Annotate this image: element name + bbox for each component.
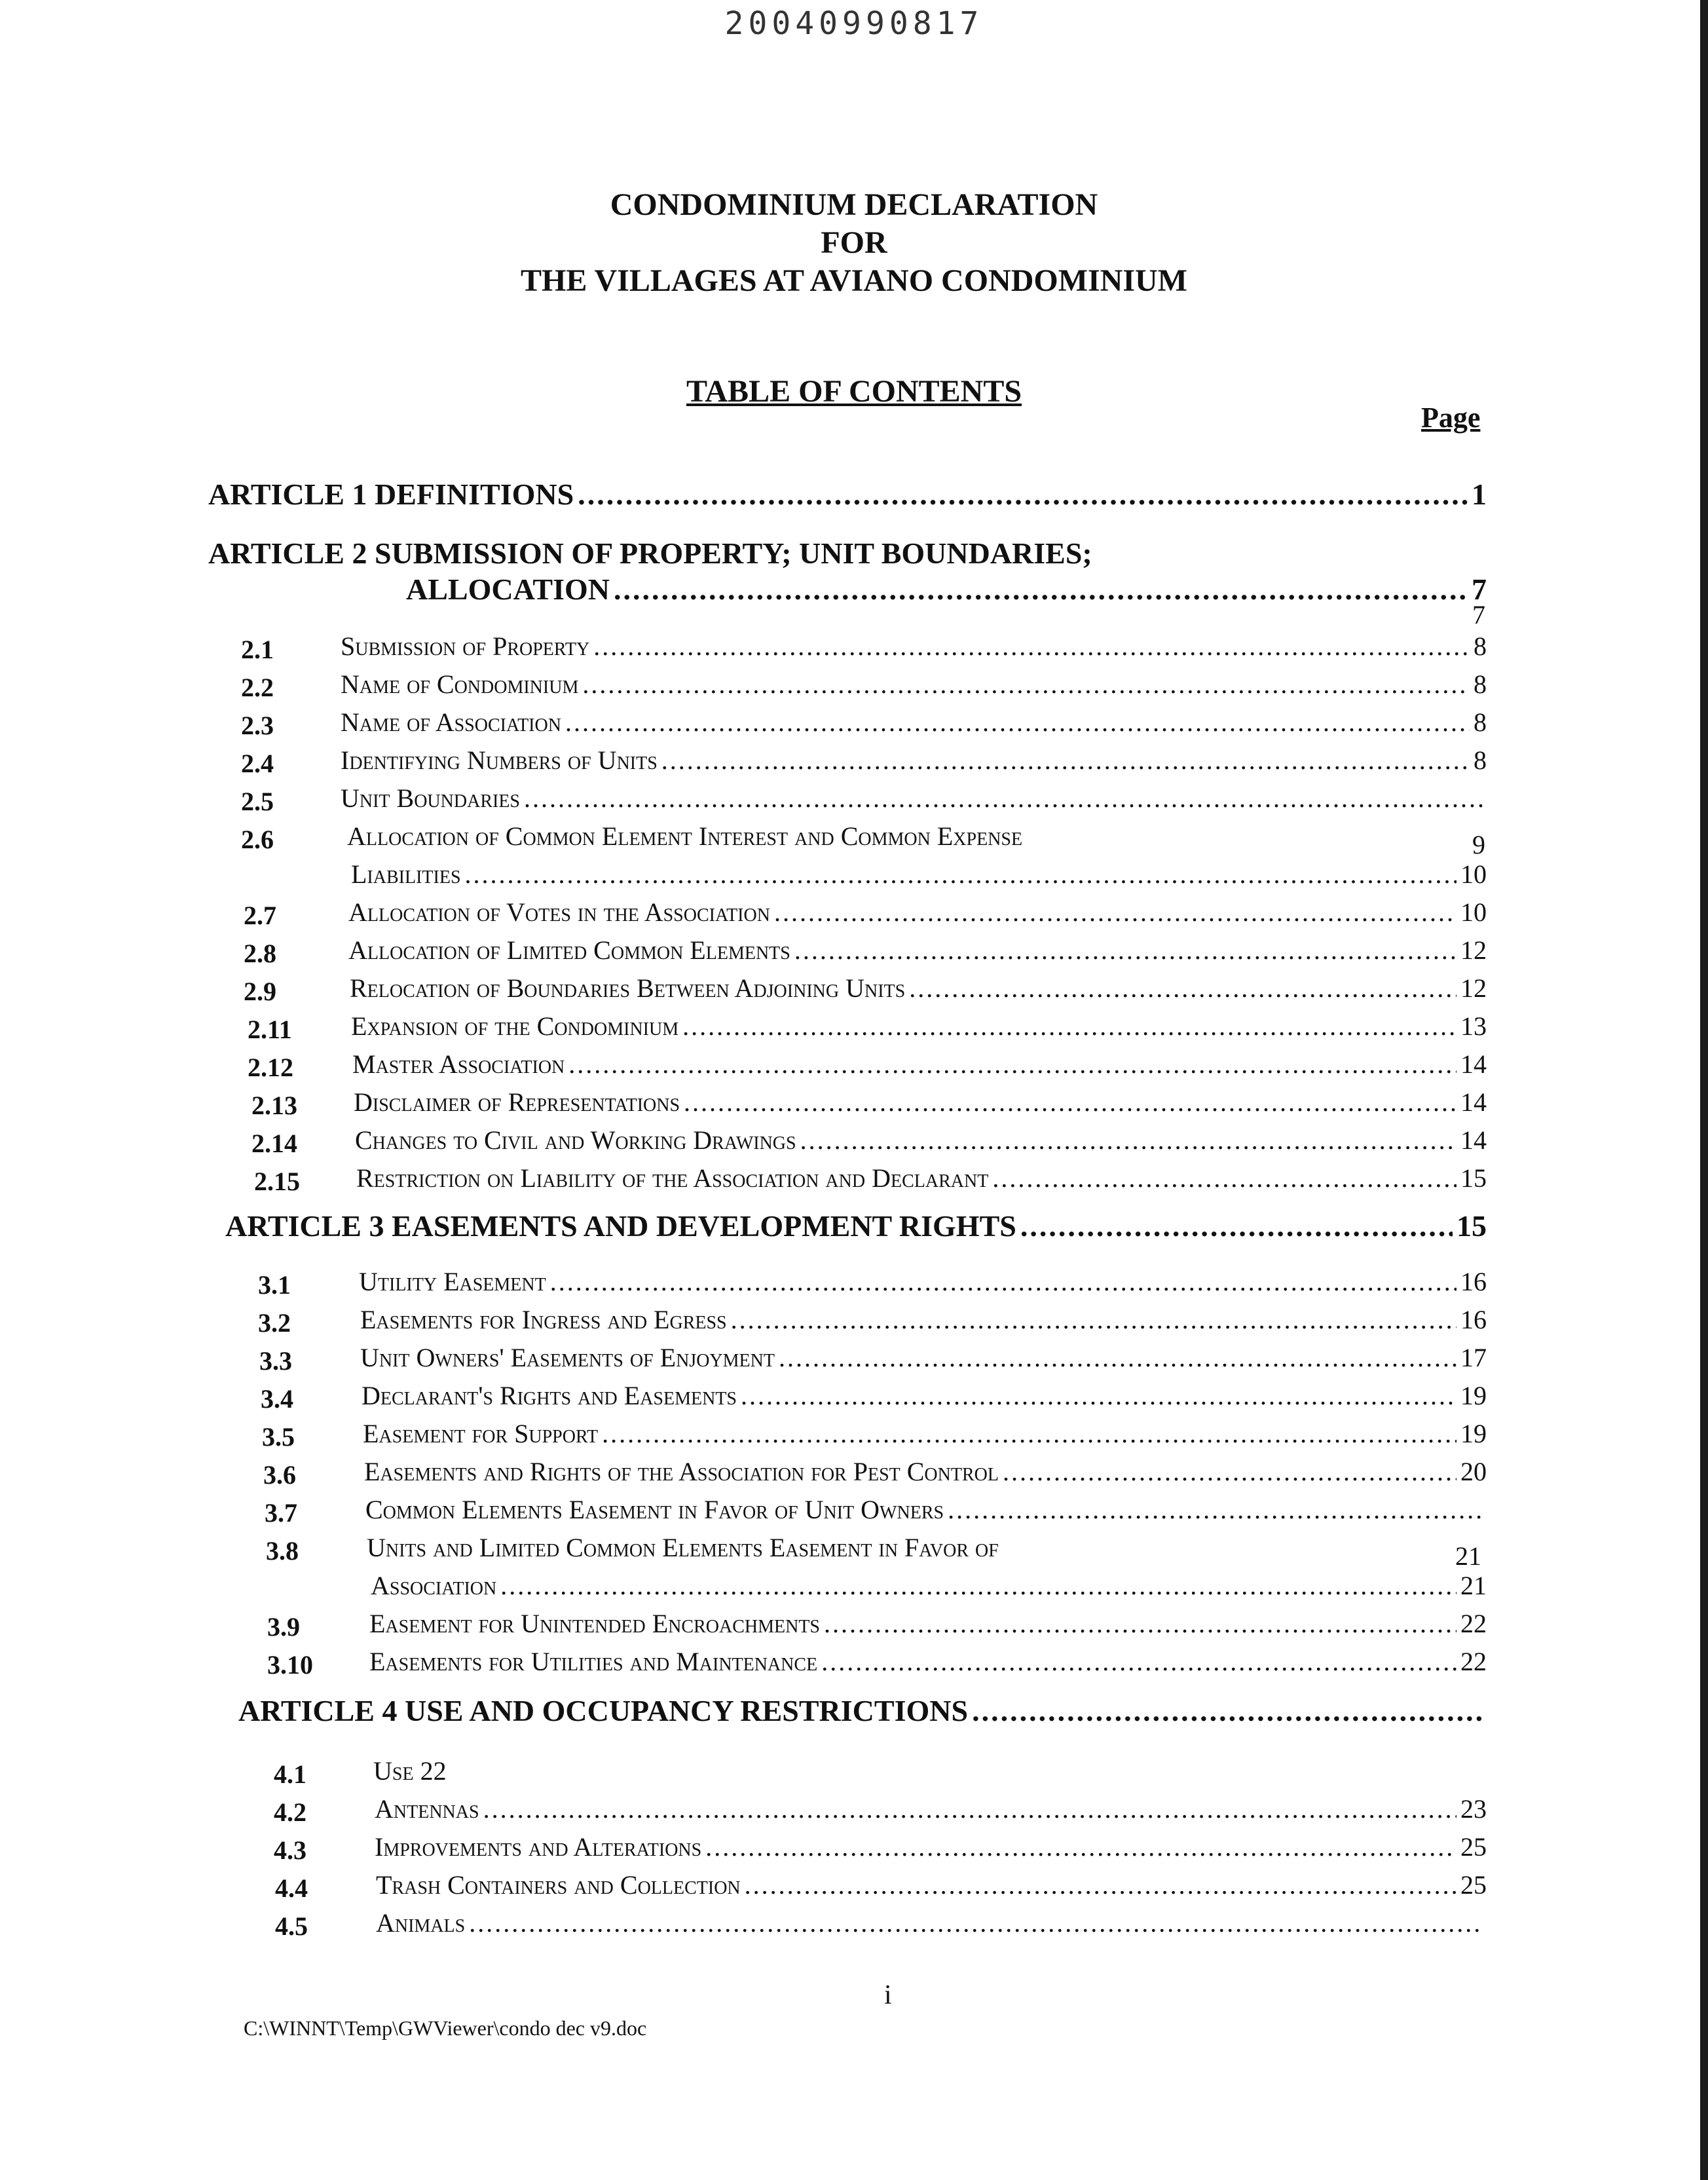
dot-leader: [578, 477, 1468, 512]
article-label: ALLOCATION: [406, 573, 610, 606]
section-title: Name of Association: [341, 707, 561, 737]
page-number: 7: [1472, 600, 1485, 630]
toc-section-2-5[interactable]: [341, 783, 1487, 818]
section-number: 2.8: [244, 939, 276, 968]
dot-leader: [821, 1646, 1457, 1677]
section-title: Easements and Rights of the Association for Pest Control: [364, 1457, 999, 1486]
section-title: Changes to Civil and Working Drawings: [355, 1125, 796, 1155]
section-number: 2.3: [241, 711, 274, 740]
toc-article-2-line1[interactable]: ARTICLE 2 SUBMISSION OF PROPERTY; UNIT BOUNDARIES;: [208, 536, 1092, 570]
section-number: 3.9: [267, 1612, 300, 1642]
page-number: 14: [1460, 1049, 1487, 1079]
section-number: 2.7: [244, 901, 276, 930]
page-number: 8: [1474, 631, 1487, 661]
dot-leader: [682, 1011, 1457, 1042]
toc-section-4-1[interactable]: Use 22: [373, 1756, 447, 1786]
page-number: 23: [1460, 1794, 1487, 1824]
toc-section-3-1[interactable]: [359, 1266, 1487, 1302]
toc-section-2-12[interactable]: [352, 1049, 1487, 1084]
section-number: 4.1: [274, 1759, 306, 1789]
section-number: 3.7: [265, 1498, 297, 1528]
toc-section-3-5[interactable]: [363, 1418, 1487, 1454]
document-number: 20040990817: [724, 5, 984, 42]
dot-leader: [565, 707, 1470, 738]
page-number: 22: [1460, 1647, 1487, 1676]
page-number: 16: [1460, 1305, 1487, 1334]
page-number: 8: [1474, 745, 1487, 775]
toc-section-2-6[interactable]: [351, 859, 1487, 894]
page-number: 7: [1472, 573, 1487, 606]
dot-leader: [992, 1163, 1457, 1193]
toc-section-2-14[interactable]: [355, 1125, 1487, 1160]
toc-article-1[interactable]: [208, 477, 1487, 516]
footer-file-path: C:\WINNT\Temp\GWViewer\condo dec v9.doc: [244, 2016, 647, 2040]
section-title: Easement for Unintended Encroachments: [369, 1609, 820, 1638]
scan-edge: [1700, 0, 1708, 2180]
section-title: Easement for Support: [363, 1419, 599, 1448]
toc-section-2-2[interactable]: [341, 669, 1487, 704]
dot-leader: [465, 859, 1457, 890]
dot-leader: [794, 935, 1457, 966]
section-title: Association: [371, 1571, 497, 1600]
page-number: 10: [1460, 859, 1487, 889]
section-title: Identifying Numbers of Units: [341, 745, 658, 775]
dot-leader: [684, 1087, 1457, 1118]
toc-article-3[interactable]: [225, 1209, 1487, 1248]
page-number: 25: [1460, 1870, 1487, 1900]
dot-leader: [602, 1418, 1457, 1449]
section-number: 3.3: [259, 1346, 292, 1376]
section-title: Allocation of Limited Common Elements: [348, 935, 790, 965]
toc-section-2-13[interactable]: [354, 1087, 1487, 1122]
toc-section-3-8-line1[interactable]: Units and Limited Common Elements Easement in Favor of: [367, 1533, 999, 1562]
dot-leader: [1003, 1456, 1457, 1487]
dot-leader: [593, 631, 1470, 662]
page-number: 21: [1455, 1541, 1481, 1571]
toc-section-3-3[interactable]: [360, 1342, 1487, 1378]
section-number: 2.4: [241, 749, 274, 778]
article-label: ARTICLE 4 USE AND OCCUPANCY RESTRICTIONS: [238, 1694, 969, 1727]
dot-leader: [483, 1794, 1457, 1824]
dot-leader: [741, 1380, 1457, 1411]
dot-leader: [661, 745, 1470, 776]
toc-section-4-4[interactable]: [376, 1870, 1487, 1905]
page-number: 8: [1474, 669, 1487, 699]
section-number: 4.3: [274, 1835, 306, 1865]
section-number: 2.13: [251, 1091, 297, 1120]
section-number: 3.4: [261, 1384, 293, 1414]
dot-leader: [469, 1907, 1483, 1938]
section-title: Declarant's Rights and Easements: [362, 1381, 737, 1410]
section-title: Improvements and Alterations: [375, 1832, 702, 1862]
page-number: 10: [1460, 897, 1487, 927]
section-title: Master Association: [352, 1049, 565, 1079]
dot-leader: [550, 1266, 1457, 1297]
toc-article-4[interactable]: [238, 1693, 1487, 1733]
article-label: ARTICLE 1 DEFINITIONS: [208, 478, 574, 511]
toc-section-2-15[interactable]: [356, 1163, 1487, 1198]
section-number: 3.8: [266, 1536, 299, 1566]
section-title: Common Elements Easement in Favor of Unit Owners: [365, 1495, 944, 1524]
toc-section-3-4[interactable]: [362, 1380, 1487, 1416]
toc-section-2-6-line1[interactable]: Allocation of Common Element Interest and Common Expense: [347, 821, 1023, 851]
page-number: 15: [1460, 1163, 1487, 1193]
page-number: 8: [1474, 707, 1487, 737]
toc-section-3-9[interactable]: [369, 1608, 1487, 1644]
section-title: Name of Condominium: [341, 669, 579, 699]
page-number: 19: [1460, 1381, 1487, 1410]
page-number: 1: [1472, 478, 1487, 511]
toc-section-4-2[interactable]: [375, 1794, 1487, 1829]
toc-section-2-8[interactable]: [348, 935, 1487, 970]
toc-section-3-10[interactable]: [369, 1646, 1487, 1682]
page-number: 17: [1460, 1343, 1487, 1372]
dot-leader: [909, 973, 1457, 1004]
section-number: 3.2: [258, 1308, 291, 1338]
section-number: 4.2: [274, 1797, 306, 1827]
section-title: Unit Boundaries: [341, 783, 520, 813]
dot-leader: [948, 1494, 1483, 1525]
section-title: Utility Easement: [359, 1267, 546, 1296]
section-title: Relocation of Boundaries Between Adjoining Units: [350, 973, 906, 1003]
section-number: 2.11: [248, 1015, 292, 1044]
page-number: 16: [1460, 1267, 1487, 1296]
article-label: ARTICLE 3 EASEMENTS AND DEVELOPMENT RIGHTS: [225, 1209, 1016, 1243]
toc-article-2[interactable]: [406, 572, 1487, 611]
section-number: 2.6: [241, 825, 274, 854]
section-title: Animals: [376, 1908, 466, 1938]
section-number: 3.1: [258, 1270, 291, 1300]
dot-leader: [524, 783, 1483, 814]
section-title: Antennas: [375, 1794, 479, 1824]
section-number: 3.10: [267, 1650, 313, 1680]
toc-section-2-1[interactable]: [341, 631, 1487, 666]
section-number: 2.12: [248, 1053, 293, 1082]
section-number: 2.15: [254, 1167, 300, 1196]
page-number: 15: [1457, 1209, 1487, 1243]
title-line-3: THE VILLAGES AT AVIANO CONDOMINIUM: [521, 263, 1187, 298]
toc-section-4-5[interactable]: [376, 1907, 1487, 1943]
section-title: Easements for Ingress and Egress: [360, 1305, 727, 1334]
page-number: 9: [1472, 830, 1485, 859]
page-number: 13: [1460, 1011, 1487, 1041]
toc-heading: TABLE OF CONTENTS: [686, 374, 1022, 409]
page-number: 14: [1460, 1087, 1487, 1117]
section-title: Unit Owners' Easements of Enjoyment: [360, 1343, 775, 1372]
toc-section-3-8[interactable]: [371, 1570, 1487, 1606]
dot-leader: [774, 897, 1457, 928]
dot-leader: [705, 1832, 1457, 1862]
page-column-label: Page: [1421, 402, 1481, 434]
toc-section-3-2[interactable]: [360, 1304, 1487, 1340]
page-number: 25: [1460, 1832, 1487, 1862]
page-number: 12: [1460, 935, 1487, 965]
section-title: Easements for Utilities and Maintenance: [369, 1647, 818, 1676]
page-number: 19: [1460, 1419, 1487, 1448]
page-number: 21: [1460, 1571, 1487, 1600]
section-number: 4.5: [275, 1911, 308, 1941]
toc-section-2-7[interactable]: [348, 897, 1487, 932]
toc-section-2-4[interactable]: [341, 745, 1487, 780]
dot-leader: [800, 1125, 1457, 1156]
dot-leader: [972, 1693, 1483, 1728]
dot-leader: [614, 572, 1468, 607]
dot-leader: [731, 1304, 1457, 1335]
dot-leader: [824, 1608, 1457, 1639]
toc-section-2-9[interactable]: [350, 973, 1487, 1008]
dot-leader: [779, 1342, 1457, 1373]
dot-leader: [582, 669, 1470, 700]
page-number: 22: [1460, 1609, 1487, 1638]
section-number: 2.14: [251, 1129, 297, 1158]
toc-section-2-11[interactable]: [351, 1011, 1487, 1046]
section-number: 3.6: [263, 1460, 296, 1490]
section-number: 2.2: [241, 673, 274, 702]
section-title: Trash Containers and Collection: [376, 1870, 741, 1900]
section-title: Restriction on Liability of the Association and Declarant: [356, 1163, 989, 1193]
toc-section-3-7[interactable]: [365, 1494, 1487, 1530]
page-number: 20: [1460, 1457, 1487, 1486]
footer-page-number: i: [884, 1980, 892, 2010]
section-number: 4.4: [275, 1873, 308, 1903]
section-title: Liabilities: [351, 859, 461, 889]
section-title: Disclaimer of Representations: [354, 1087, 680, 1117]
page-number: 14: [1460, 1125, 1487, 1155]
dot-leader: [500, 1570, 1457, 1601]
dot-leader: [745, 1870, 1457, 1900]
section-number: 2.5: [241, 787, 274, 816]
dot-leader: [568, 1049, 1457, 1080]
section-number: 2.1: [241, 635, 274, 664]
toc-section-2-3[interactable]: [341, 707, 1487, 742]
toc-section-3-6[interactable]: [364, 1456, 1487, 1492]
section-title: Submission of Property: [341, 631, 590, 661]
title-line-2: FOR: [821, 225, 887, 260]
dot-leader: [1020, 1209, 1453, 1243]
title-line-1: CONDOMINIUM DECLARATION: [610, 187, 1098, 222]
section-title: Expansion of the Condominium: [351, 1011, 679, 1041]
toc-section-4-3[interactable]: [375, 1832, 1487, 1867]
section-title: Allocation of Votes in the Association: [348, 897, 770, 927]
page-number: 12: [1460, 973, 1487, 1003]
section-number: 3.5: [262, 1422, 295, 1452]
section-number: 2.9: [244, 977, 276, 1006]
